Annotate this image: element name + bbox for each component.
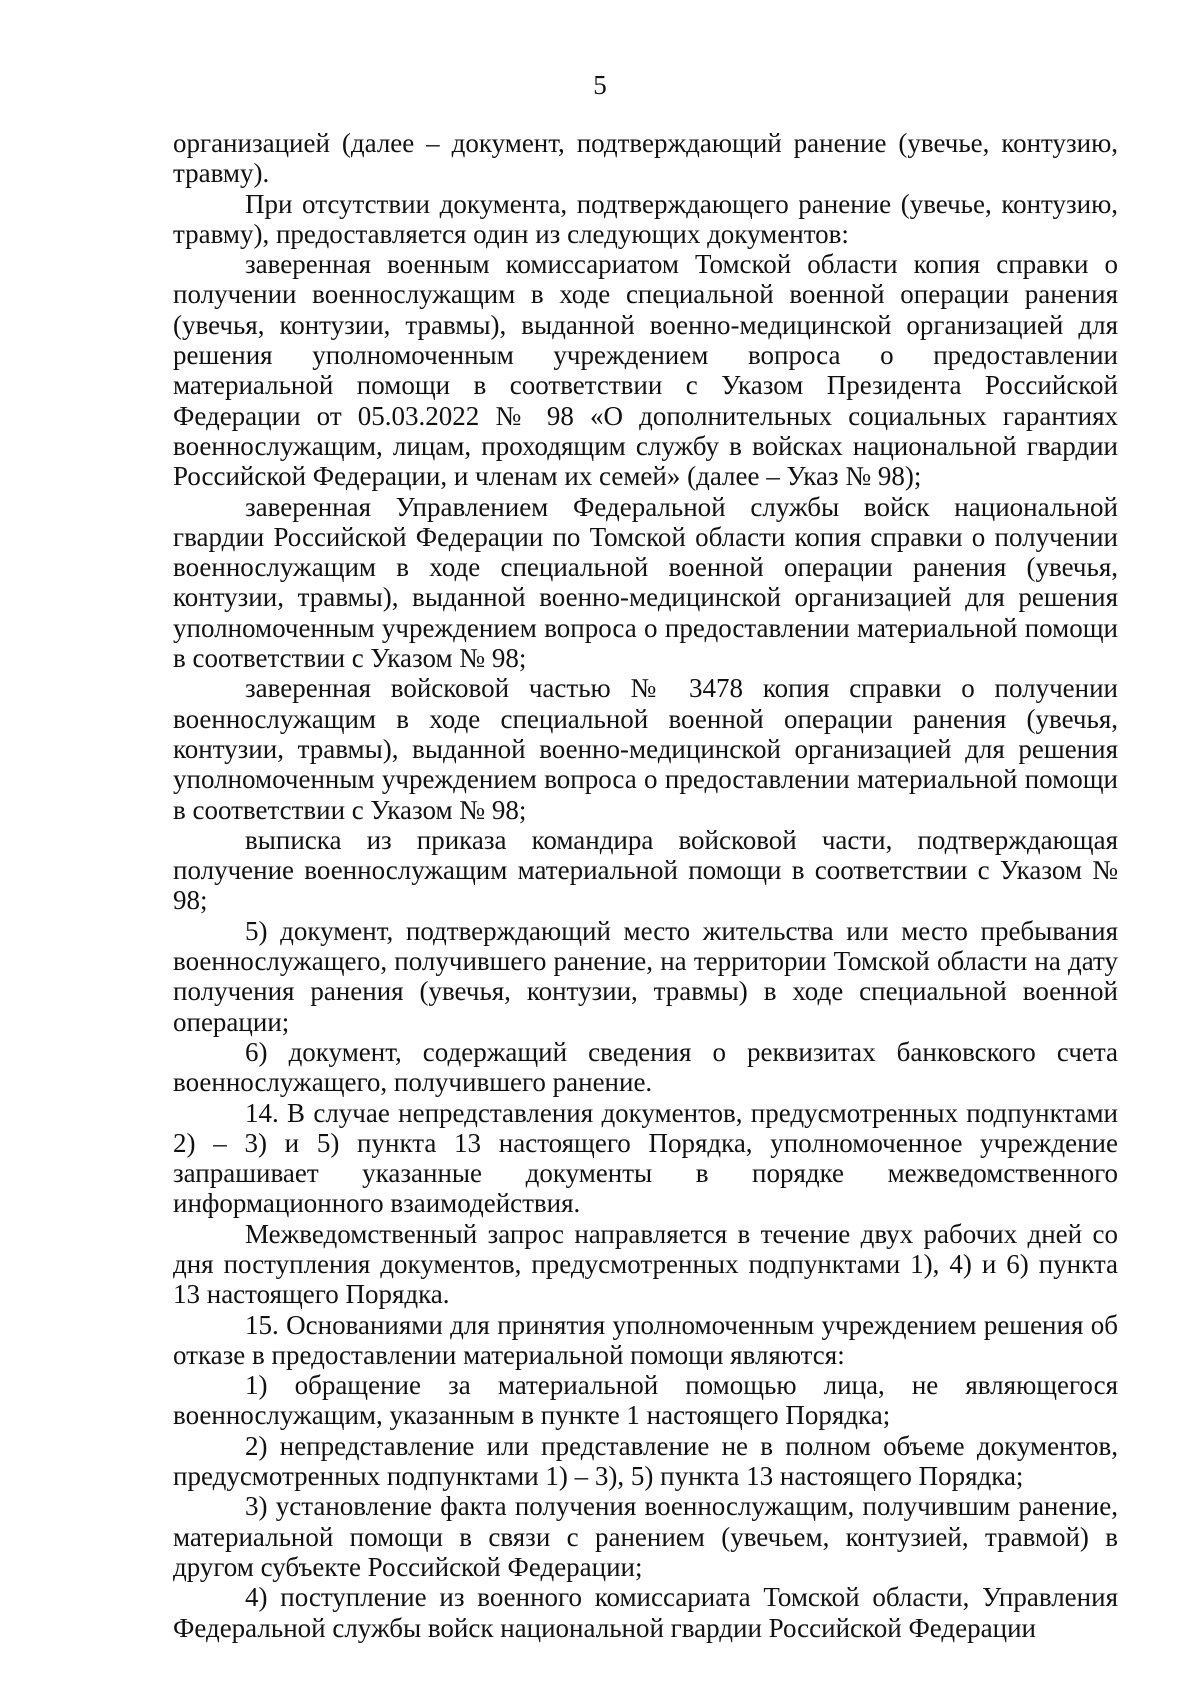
paragraph-refusal-ground-2: 2) непредставление или представление не в полном объеме документов, предусмотренных подпунктами 1) – 3), 5) пункта 13 настоящего Порядка; [173, 1430, 1118, 1492]
paragraph-refusal-ground-3: 3) установление факта получения военнослужащим, получившим ранение, материальной помощи в связи с ранением (увечьем, контузией, травмой) в другом субъекте Российской Федерации; [173, 1491, 1118, 1582]
paragraph-item-6-bank-account: 6) документ, содержащий сведения о реквизитах банковского счета военнослужащего, получившего ранение. [173, 1036, 1118, 1098]
paragraph-section-14: 14. В случае непредставления документов, предусмотренных подпунктами 2) – 3) и 5) пункта 13 настоящего Порядка, уполномоченное учреждение запрашивает указанные документы в порядке межведомственного информационного взаимодействия. [173, 1097, 1118, 1219]
page-number: 5 [593, 70, 607, 100]
paragraph-military-unit-copy: заверенная войсковой частью № 3478 копия справки о получении военнослужащим в ходе специальной военной операции ранения (увечья, контузии, травмы), выданной военно-медицинской организацией для решения уполномоченным учреждением вопроса о предоставлении материальной помощи в соответствии с Указом № 98; [173, 673, 1118, 825]
paragraph-item-5-residence: 5) документ, подтверждающий место жительства или место пребывания военнослужащего, получившего ранение, на территории Томской области на дату получения ранения (увечья, контузии, травмы) в ходе специальной военной операции; [173, 915, 1118, 1037]
paragraph-refusal-ground-4: 4) поступление из военного комиссариата Томской области, Управления Федеральной службы войск национальной гвардии Российской Федерации [173, 1582, 1118, 1643]
paragraph-refusal-ground-1: 1) обращение за материальной помощью лица, не являющегося военнослужащим, указанным в пункте 1 настоящего Порядка; [173, 1370, 1118, 1431]
paragraph-absence-of-document: При отсутствии документа, подтверждающего ранение (увечье, контузию, травму), предоставляется один из следующих документов: [173, 188, 1118, 249]
paragraph-interagency-request: Межведомственный запрос направляется в течение двух рабочих дней со дня поступления документов, предусмотренных подпунктами 1), 4) и 6) пункта 13 настоящего Порядка. [173, 1218, 1118, 1310]
paragraph-national-guard-copy: заверенная Управлением Федеральной службы войск национальной гвардии Российской Федерации по Томской области копия справки о получении военнослужащим в ходе специальной военной операции ранения (увечья, контузии, травмы), выданной военно-медицинской организацией для решения уполномоченным учреждением вопроса о предоставлении материальной помощи в соответствии с Указом № 98; [173, 491, 1118, 674]
paragraph-section-15: 15. Основаниями для принятия уполномоченным учреждением решения об отказе в предоставлении материальной помощи являются: [173, 1309, 1118, 1370]
document-body [173, 128, 1118, 1643]
paragraph-military-commissariat-copy: заверенная военным комиссариатом Томской области копия справки о получении военнослужащим в ходе специальной военной операции ранения (увечья, контузии, травмы), выданной военно-медицинской организацией для решения уполномоченным учреждением вопроса о предоставлении материальной помощи в соответствии с Указом Президента Российской Федерации от 05.03.2022 № 98 «О дополнительных социальных гарантиях военнослужащим, лицам, проходящим службу в войсках национальной гвардии Российской Федерации, и членам их семей» (далее – Указ № 98); [173, 249, 1118, 492]
paragraph-order-extract: выписка из приказа командира войсковой части, подтверждающая получение военнослужащим материальной помощи в соответствии с Указом № 98; [173, 824, 1118, 916]
paragraph-continuation: организацией (далее – документ, подтверждающий ранение (увечье, контузию, травму). [173, 128, 1118, 189]
